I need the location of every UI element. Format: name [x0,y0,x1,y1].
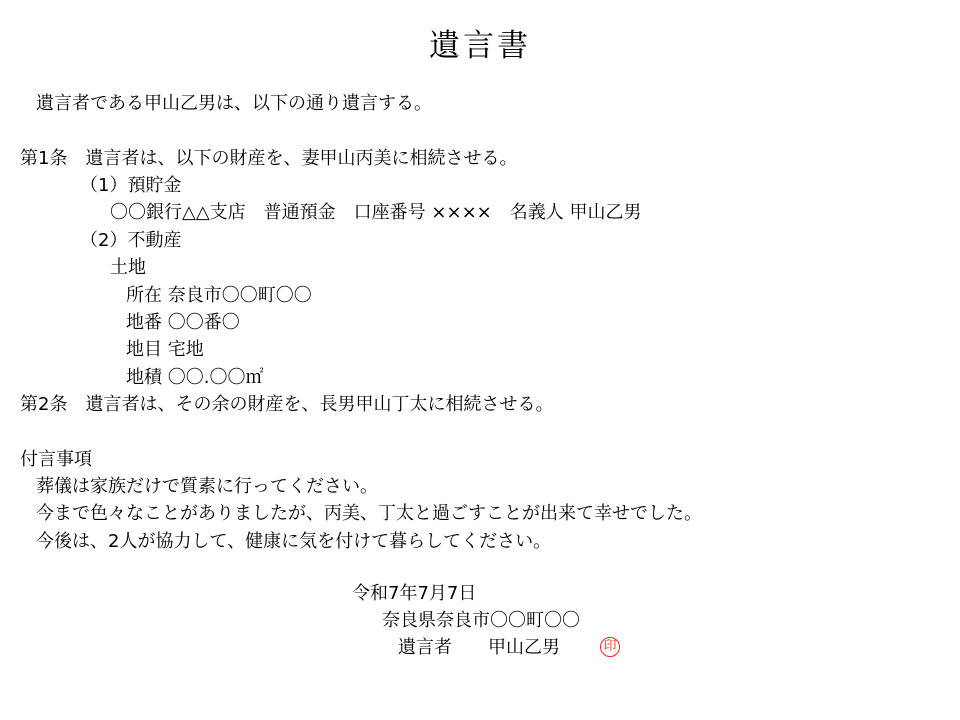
land-heading: 土地 [110,257,146,278]
land-lot-number: 地番 〇〇番〇 [126,312,240,333]
seal-stamp-char: 印 [603,639,617,654]
article-1-item-1-detail: 〇〇銀行△△支店 普通預金 口座番号 ×××× 名義人 甲山乙男 [110,202,642,223]
closing-signer: 遺言者 甲山乙男 [398,637,560,658]
article-1-heading: 第1条 遺言者は、以下の財産を、妻甲山丙美に相続させる。 [20,148,518,169]
seal-stamp [600,637,620,657]
land-category: 地目 宅地 [126,339,204,360]
article-1-item-2-label: （2）不動産 [80,230,182,251]
land-area: 地積 〇〇.〇〇㎡ [126,367,264,388]
document-title: 遺言書 [429,28,531,64]
article-2-heading: 第2条 遺言者は、その余の財産を、長男甲山丁太に相続させる。 [20,394,554,415]
supplementary-line-3: 今後は、2人が協力して、健康に気を付けて暮らしてください。 [36,531,552,552]
supplementary-line-1: 葬儀は家族だけで質素に行ってください。 [36,476,378,497]
closing-date: 令和7年7月7日 [352,583,477,604]
intro-text: 遺言者である甲山乙男は、以下の通り遺言する。 [36,93,432,114]
article-1-item-1-label: （1）預貯金 [80,175,182,196]
supplementary-line-2: 今まで色々なことがありましたが、丙美、丁太と過ごすことが出来て幸せでした。 [36,503,702,524]
land-location: 所在 奈良市〇〇町〇〇 [126,285,312,306]
closing-address: 奈良県奈良市〇〇町〇〇 [382,610,580,631]
supplementary-heading: 付言事項 [20,449,92,470]
